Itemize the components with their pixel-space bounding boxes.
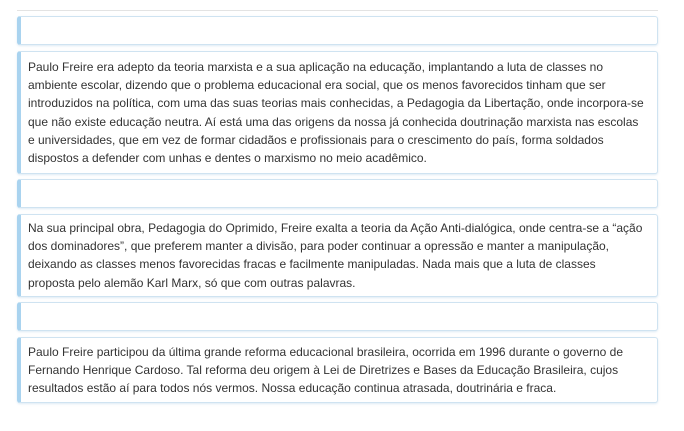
post-card-pedagogia-do-oprimido <box>17 214 658 297</box>
post-card-marxist-theory <box>17 51 658 174</box>
empty-post-card-3 <box>17 302 658 331</box>
post-card-education-reform <box>17 337 658 403</box>
top-divider <box>17 10 658 11</box>
post-text-education-reform: Paulo Freire participou da última grande reforma educacional brasileira, ocorrida em 1996 durante o governo de Fernando Henrique Cardoso. Tal reforma deu origem à Lei de Diretrizes e Bases da Educação Brasileira, cujos resultados estão aí para todos nós vermos. Nossa educação continua atrasada, doutrinária e fraca. <box>28 345 624 396</box>
empty-post-card-1 <box>17 16 658 45</box>
empty-post-card-2 <box>17 179 658 208</box>
post-text-marxist-theory: Paulo Freire era adepto da teoria marxista e a sua aplicação na educação, implantando a luta de classes no ambiente escolar, dizendo que o problema educacional era social, que os menos favorecidos tinham que ser introduzidos na política, com uma das suas teorias mais conhecidas, a Pedagogia da Libertação, onde incorpora-se que não existe educação neutra. Aí está uma das origens da nossa já conhecida doutrinação marxista nas escolas e universidades, que em vez de formar cidadãos e profissionais para o crescimento do país, forma soldados dispostos a defender com unhas e dentes o marxismo no meio acadêmico. <box>28 60 644 166</box>
post-text-pedagogia-do-oprimido: Na sua principal obra, Pedagogia do Oprimido, Freire exalta a teoria da Ação Anti-dialógica, onde centra-se a “ação dos dominadores”, que preferem manter a divisão, para poder continuar a opressão e manter a manipulação, deixando as classes menos favorecidas fracas e facilmente manipuladas. Nada mais que a luta de classes proposta pelo alemão Karl Marx, só que com outras palavras. <box>28 221 643 290</box>
